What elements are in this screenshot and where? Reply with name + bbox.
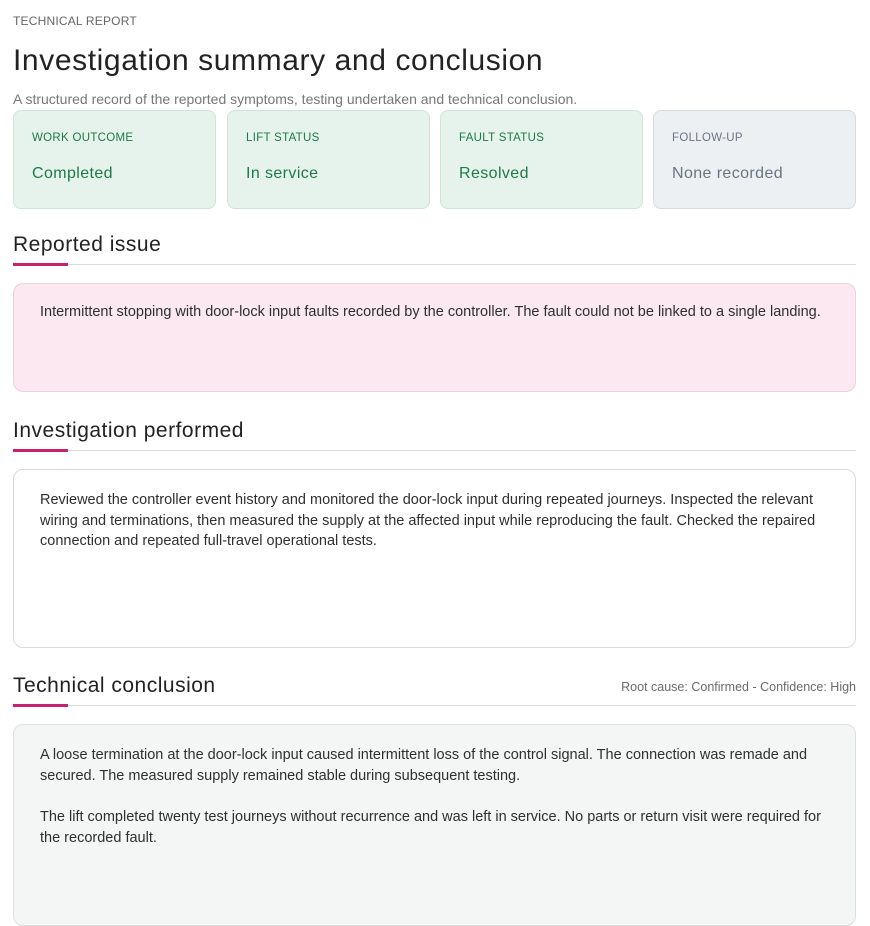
conclusion-paragraph: A loose termination at the door-lock input caused intermittent loss of the control signal. The connection was remade and secured. The measured supply remained stable during subsequent testing. (40, 747, 808, 784)
conclusion-panel (13, 724, 856, 926)
status-value: Resolved (459, 165, 529, 182)
root-cause-confidence-text: Root cause: Confirmed - Confidence: High (621, 680, 856, 694)
status-label: FAULT STATUS (459, 132, 545, 144)
status-label: LIFT STATUS (246, 132, 320, 144)
section-header-reported-issue (13, 233, 856, 265)
section-accent-bar (13, 263, 68, 266)
status-card-fault-status (440, 110, 643, 209)
page-title: Investigation summary and conclusion (13, 44, 544, 77)
status-card-lift-status (227, 110, 430, 209)
section-accent-bar (13, 449, 68, 452)
section-header-conclusion (13, 674, 856, 706)
reported-issue-text: Intermittent stopping with door-lock input faults recorded by the controller. The fault could not be linked to a single landing. (40, 304, 821, 320)
status-label: WORK OUTCOME (32, 132, 134, 144)
section-divider (13, 705, 856, 706)
section-accent-bar (13, 704, 68, 707)
section-header-investigation (13, 419, 856, 451)
status-value: Completed (32, 165, 113, 182)
status-summary-row (13, 110, 856, 209)
investigation-text: Reviewed the controller event history and monitored the door-lock input during repeated journeys. Inspected the relevant wiring and terminations, then measured the supply at the affected input while reproducing the fault. Checked the repaired connection and repeated full-travel operational tests. (40, 492, 816, 549)
section-title: Investigation performed (13, 419, 244, 442)
investigation-panel (13, 469, 856, 648)
status-card-follow-up (653, 110, 856, 209)
section-divider (13, 450, 856, 451)
status-value: None recorded (672, 165, 784, 182)
section-title: Reported issue (13, 233, 162, 256)
status-card-work-outcome (13, 110, 216, 209)
page-subtitle: A structured record of the reported symptoms, testing undertaken and technical conclusion. (13, 91, 578, 107)
report-eyebrow: TECHNICAL REPORT (13, 14, 137, 28)
status-value: In service (246, 165, 319, 182)
conclusion-paragraph: The lift completed twenty test journeys without recurrence and was left in service. No parts or return visit were required for the recorded fault. (40, 809, 821, 846)
section-title: Technical conclusion (13, 674, 216, 697)
status-label: FOLLOW-UP (672, 132, 743, 144)
reported-issue-panel (13, 283, 856, 392)
section-divider (13, 264, 856, 265)
